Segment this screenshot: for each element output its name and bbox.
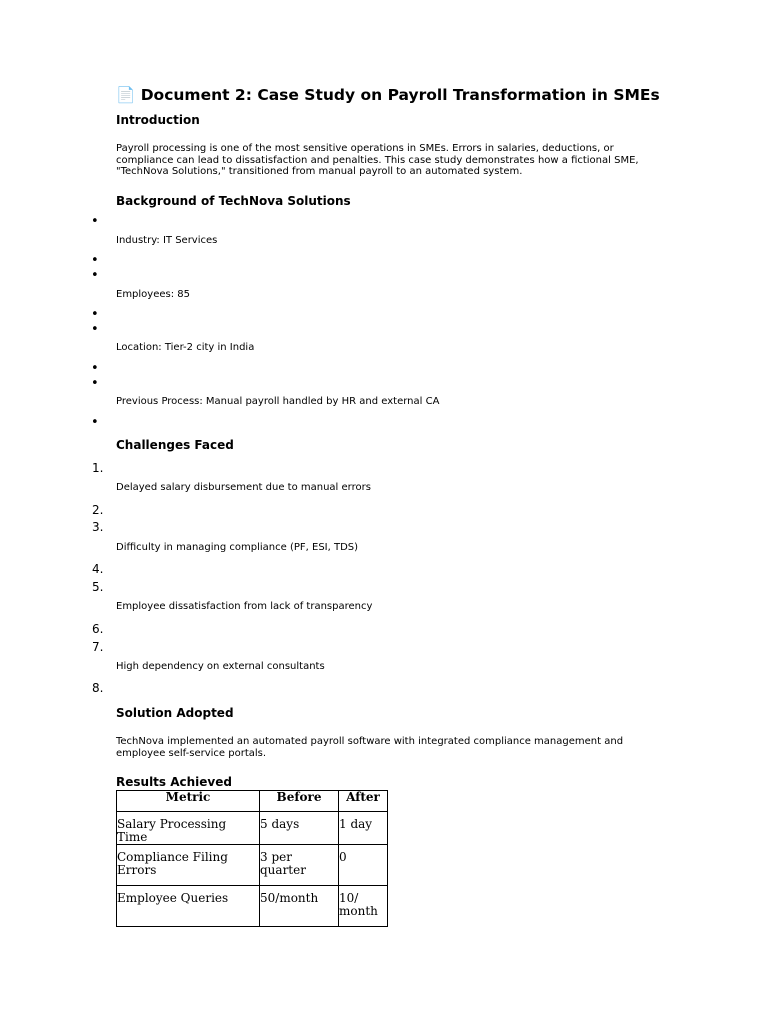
results-heading: Results Achieved xyxy=(116,775,232,789)
table-row xyxy=(117,886,388,927)
column-header-metric: Metric xyxy=(117,791,260,812)
list-number: 8. xyxy=(92,681,104,695)
challenge-item: Employee dissatisfaction from lack of transparency xyxy=(116,601,373,612)
table-cell-before: 3 per quarter xyxy=(260,845,339,886)
list-number: 5. xyxy=(92,580,104,594)
background-item-industry: Industry: IT Services xyxy=(116,235,218,246)
solution-text: TechNova implemented an automated payroll software with integrated compliance management and employee self-service portals. xyxy=(116,736,624,759)
table-row xyxy=(117,845,388,886)
table-header-row xyxy=(117,791,388,812)
background-item-employees: Employees: 85 xyxy=(116,289,191,300)
background-item-previous-process: Previous Process: Manual payroll handled by HR and external CA xyxy=(116,396,440,407)
list-number: 1. xyxy=(92,461,104,475)
column-header-before: Before xyxy=(260,791,339,812)
challenge-item: Delayed salary disbursement due to manual errors xyxy=(116,482,371,493)
introduction-heading: Introduction xyxy=(116,113,200,127)
table-cell-after: 1 day xyxy=(339,812,388,845)
table-cell-after: 10/ month xyxy=(339,886,388,927)
table-cell-after: 0 xyxy=(339,845,388,886)
list-number: 3. xyxy=(92,520,104,534)
challenge-item: Difficulty in managing compliance (PF, ESI, TDS) xyxy=(116,542,359,553)
bullet-marker: • xyxy=(91,253,99,268)
table-cell-before: 50/month xyxy=(260,886,339,927)
list-number: 4. xyxy=(92,562,104,576)
list-number: 7. xyxy=(92,640,104,654)
bullet-marker: • xyxy=(91,307,99,322)
challenge-item: High dependency on external consultants xyxy=(116,661,325,672)
background-heading: Background of TechNova Solutions xyxy=(116,194,351,208)
table-cell-metric: Employee Queries xyxy=(117,886,260,927)
table-cell-metric: Compliance Filing Errors xyxy=(117,845,260,886)
bullet-marker: • xyxy=(91,376,99,391)
bullet-marker: • xyxy=(91,361,99,376)
bullet-marker: • xyxy=(91,415,99,430)
table-row xyxy=(117,812,388,845)
challenges-heading: Challenges Faced xyxy=(116,438,234,452)
results-table xyxy=(116,790,388,927)
table-cell-metric: Salary Processing Time xyxy=(117,812,260,845)
list-number: 2. xyxy=(92,503,104,517)
introduction-text: Payroll processing is one of the most sensitive operations in SMEs. Errors in salaries, deductions, or compliance can lead to dissatisfaction and penalties. This case study demonstrates how a fictional SME, "TechNova Solutions," transitioned from manual payroll to an automated system. xyxy=(116,143,639,177)
table-cell-before: 5 days xyxy=(260,812,339,845)
page-title: 📄 Document 2: Case Study on Payroll Transformation in SMEs xyxy=(116,86,660,104)
list-number: 6. xyxy=(92,622,104,636)
solution-heading: Solution Adopted xyxy=(116,706,234,720)
column-header-after: After xyxy=(339,791,388,812)
bullet-marker: • xyxy=(91,214,99,229)
bullet-marker: • xyxy=(91,322,99,337)
background-item-location: Location: Tier-2 city in India xyxy=(116,342,255,353)
bullet-marker: • xyxy=(91,268,99,283)
